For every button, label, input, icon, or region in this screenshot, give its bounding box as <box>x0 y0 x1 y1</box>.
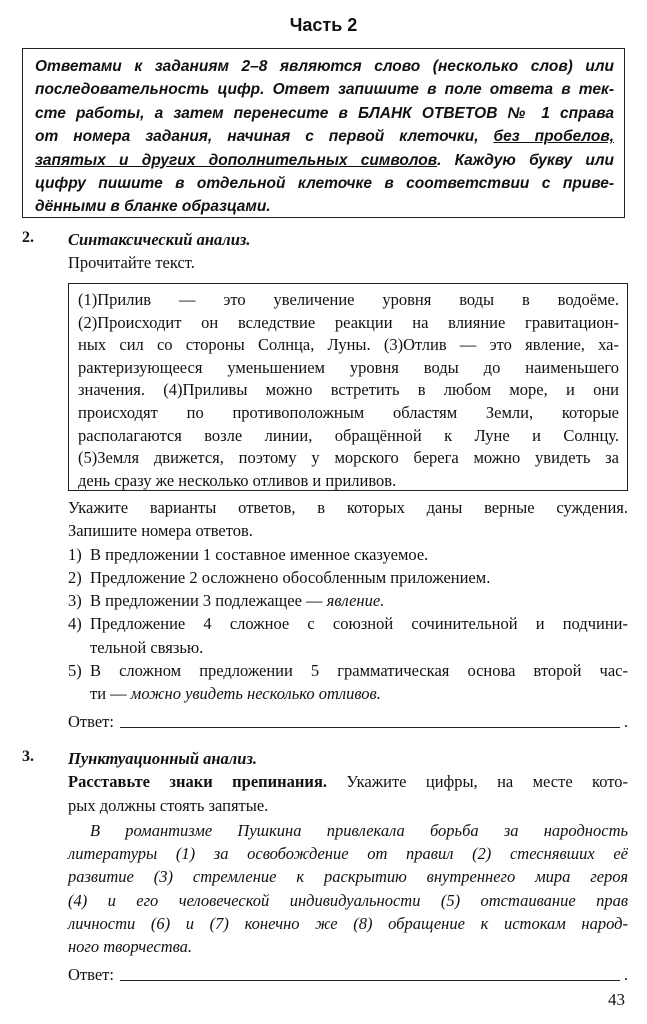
text-line: (2)Происходит он вследствие реакции на влияние гравитацион- <box>78 312 619 332</box>
instruction-text: . Каждую букву или <box>437 151 614 169</box>
option-number: 4) <box>68 614 82 634</box>
answer-field[interactable] <box>68 963 628 986</box>
answer-period: . <box>623 711 628 731</box>
text-line: происходят по противоположным областям Земли, которые <box>78 402 619 422</box>
text-line: рактеризующееся уменьшением уровня воды до наименьшего <box>78 357 619 377</box>
option-number: 3) <box>68 591 82 611</box>
task-heading: Синтаксический анализ. <box>68 230 251 249</box>
text-line: литературы (1) за освобождение от правил (2) стеснявших её <box>68 844 628 864</box>
text-line: В романтизме Пушкина привлекала борьба за народность <box>90 820 628 840</box>
task-number: 2. <box>22 229 34 246</box>
instructions-box <box>22 48 625 218</box>
text-line: (5)Земля движется, поэтому у морского берега можно увидеть за <box>78 448 619 468</box>
text-line: ного творчества. <box>68 937 193 957</box>
instruction-line: цифру пишите в отдельной клеточке в соответствии с приве- <box>35 175 614 193</box>
text-line: располагаются возле линии, обращённой к Луне и Солнцу. <box>78 425 619 445</box>
task-prompt: Прочитайте текст. <box>68 253 195 273</box>
instruction-text: от номера задания, начиная с первой клеточки, <box>35 128 494 146</box>
instruction-underlined: без пробелов, <box>493 128 614 146</box>
option-text: В предложении 3 подлежащее — <box>90 591 327 611</box>
answer-line[interactable] <box>120 980 620 981</box>
answer-period: . <box>623 964 628 984</box>
option-text: В сложном предложении 5 грамматическая основа второй час- <box>90 661 628 681</box>
text-line: ных сил со стороны Солнца, Луны. (3)Отлив — это явление, ха- <box>78 335 619 355</box>
answer-option <box>68 589 628 612</box>
option-italic: явление. <box>326 591 385 611</box>
instruction-line: Ответами к заданиям 2–8 являются слово (несколько слов) или <box>35 58 614 75</box>
answer-option <box>68 543 628 566</box>
answer-option <box>68 566 628 589</box>
prompt-bold: Расставьте знаки препинания. <box>68 772 327 792</box>
question-line: Запишите номера ответов. <box>68 521 253 541</box>
answer-option <box>68 612 628 659</box>
page-number: 43 <box>608 990 625 1009</box>
task2-question <box>68 496 628 733</box>
answer-label: Ответ: <box>68 711 114 731</box>
task-prompt <box>68 770 628 793</box>
text-line: развитие (3) стремление к раскрытию внутреннего мира героя <box>68 867 628 887</box>
punctuation-text <box>68 819 628 959</box>
option-text: тельной связью. <box>90 637 204 657</box>
reading-text-box <box>68 283 628 491</box>
part-title: Часть 2 <box>289 15 358 35</box>
instruction-line: последовательность цифр. Ответ запишите в поле ответа в тек- <box>35 81 614 99</box>
question-line: Укажите варианты ответов, в которых даны верные суждения. <box>68 498 628 517</box>
answer-field[interactable] <box>68 710 628 733</box>
instruction-line <box>35 125 614 148</box>
answer-option <box>68 659 628 706</box>
task3 <box>68 747 628 986</box>
prompt-text: Укажите цифры, на месте кото- <box>327 772 628 792</box>
instruction-line: сте работы, а затем перенесите в БЛАНК ОТВЕТОВ № 1 справа <box>35 104 614 122</box>
text-line: (1)Прилив — это увеличение уровня воды в водоёме. <box>78 290 619 309</box>
instruction-line: дёнными в бланке образцами. <box>35 198 271 216</box>
text-line: (4) и его человеческой индивидуальности (5) отстаивание прав <box>68 890 628 910</box>
option-number: 5) <box>68 661 82 681</box>
task-heading: Пунктуационный анализ. <box>68 749 258 768</box>
answer-line[interactable] <box>120 727 620 728</box>
option-number: 1) <box>68 544 82 564</box>
instruction-underlined: запятых и других дополнительных символов <box>35 151 438 169</box>
text-line: значения. (4)Приливы можно встретить в любом море, и они <box>78 380 619 400</box>
task2-header <box>68 228 628 275</box>
option-italic: можно увидеть несколько отливов. <box>130 684 381 704</box>
task-prompt: рых должны стоять запятые. <box>68 795 269 815</box>
option-text: В предложении 1 составное именное сказуемое. <box>90 544 429 564</box>
answer-label: Ответ: <box>68 964 114 984</box>
option-text: Предложение 2 осложнено обособленным приложением. <box>90 567 491 587</box>
option-text: ти — <box>90 684 131 704</box>
option-text: Предложение 4 сложное с союзной сочинительной и подчини- <box>90 614 628 634</box>
option-number: 2) <box>68 567 82 587</box>
text-line: день сразу же несколько отливов и приливов. <box>78 470 397 490</box>
task-number: 3. <box>22 748 34 765</box>
text-line: личности (6) и (7) конечно же (8) обращение к истокам народ- <box>68 914 628 934</box>
instruction-line <box>35 149 614 172</box>
